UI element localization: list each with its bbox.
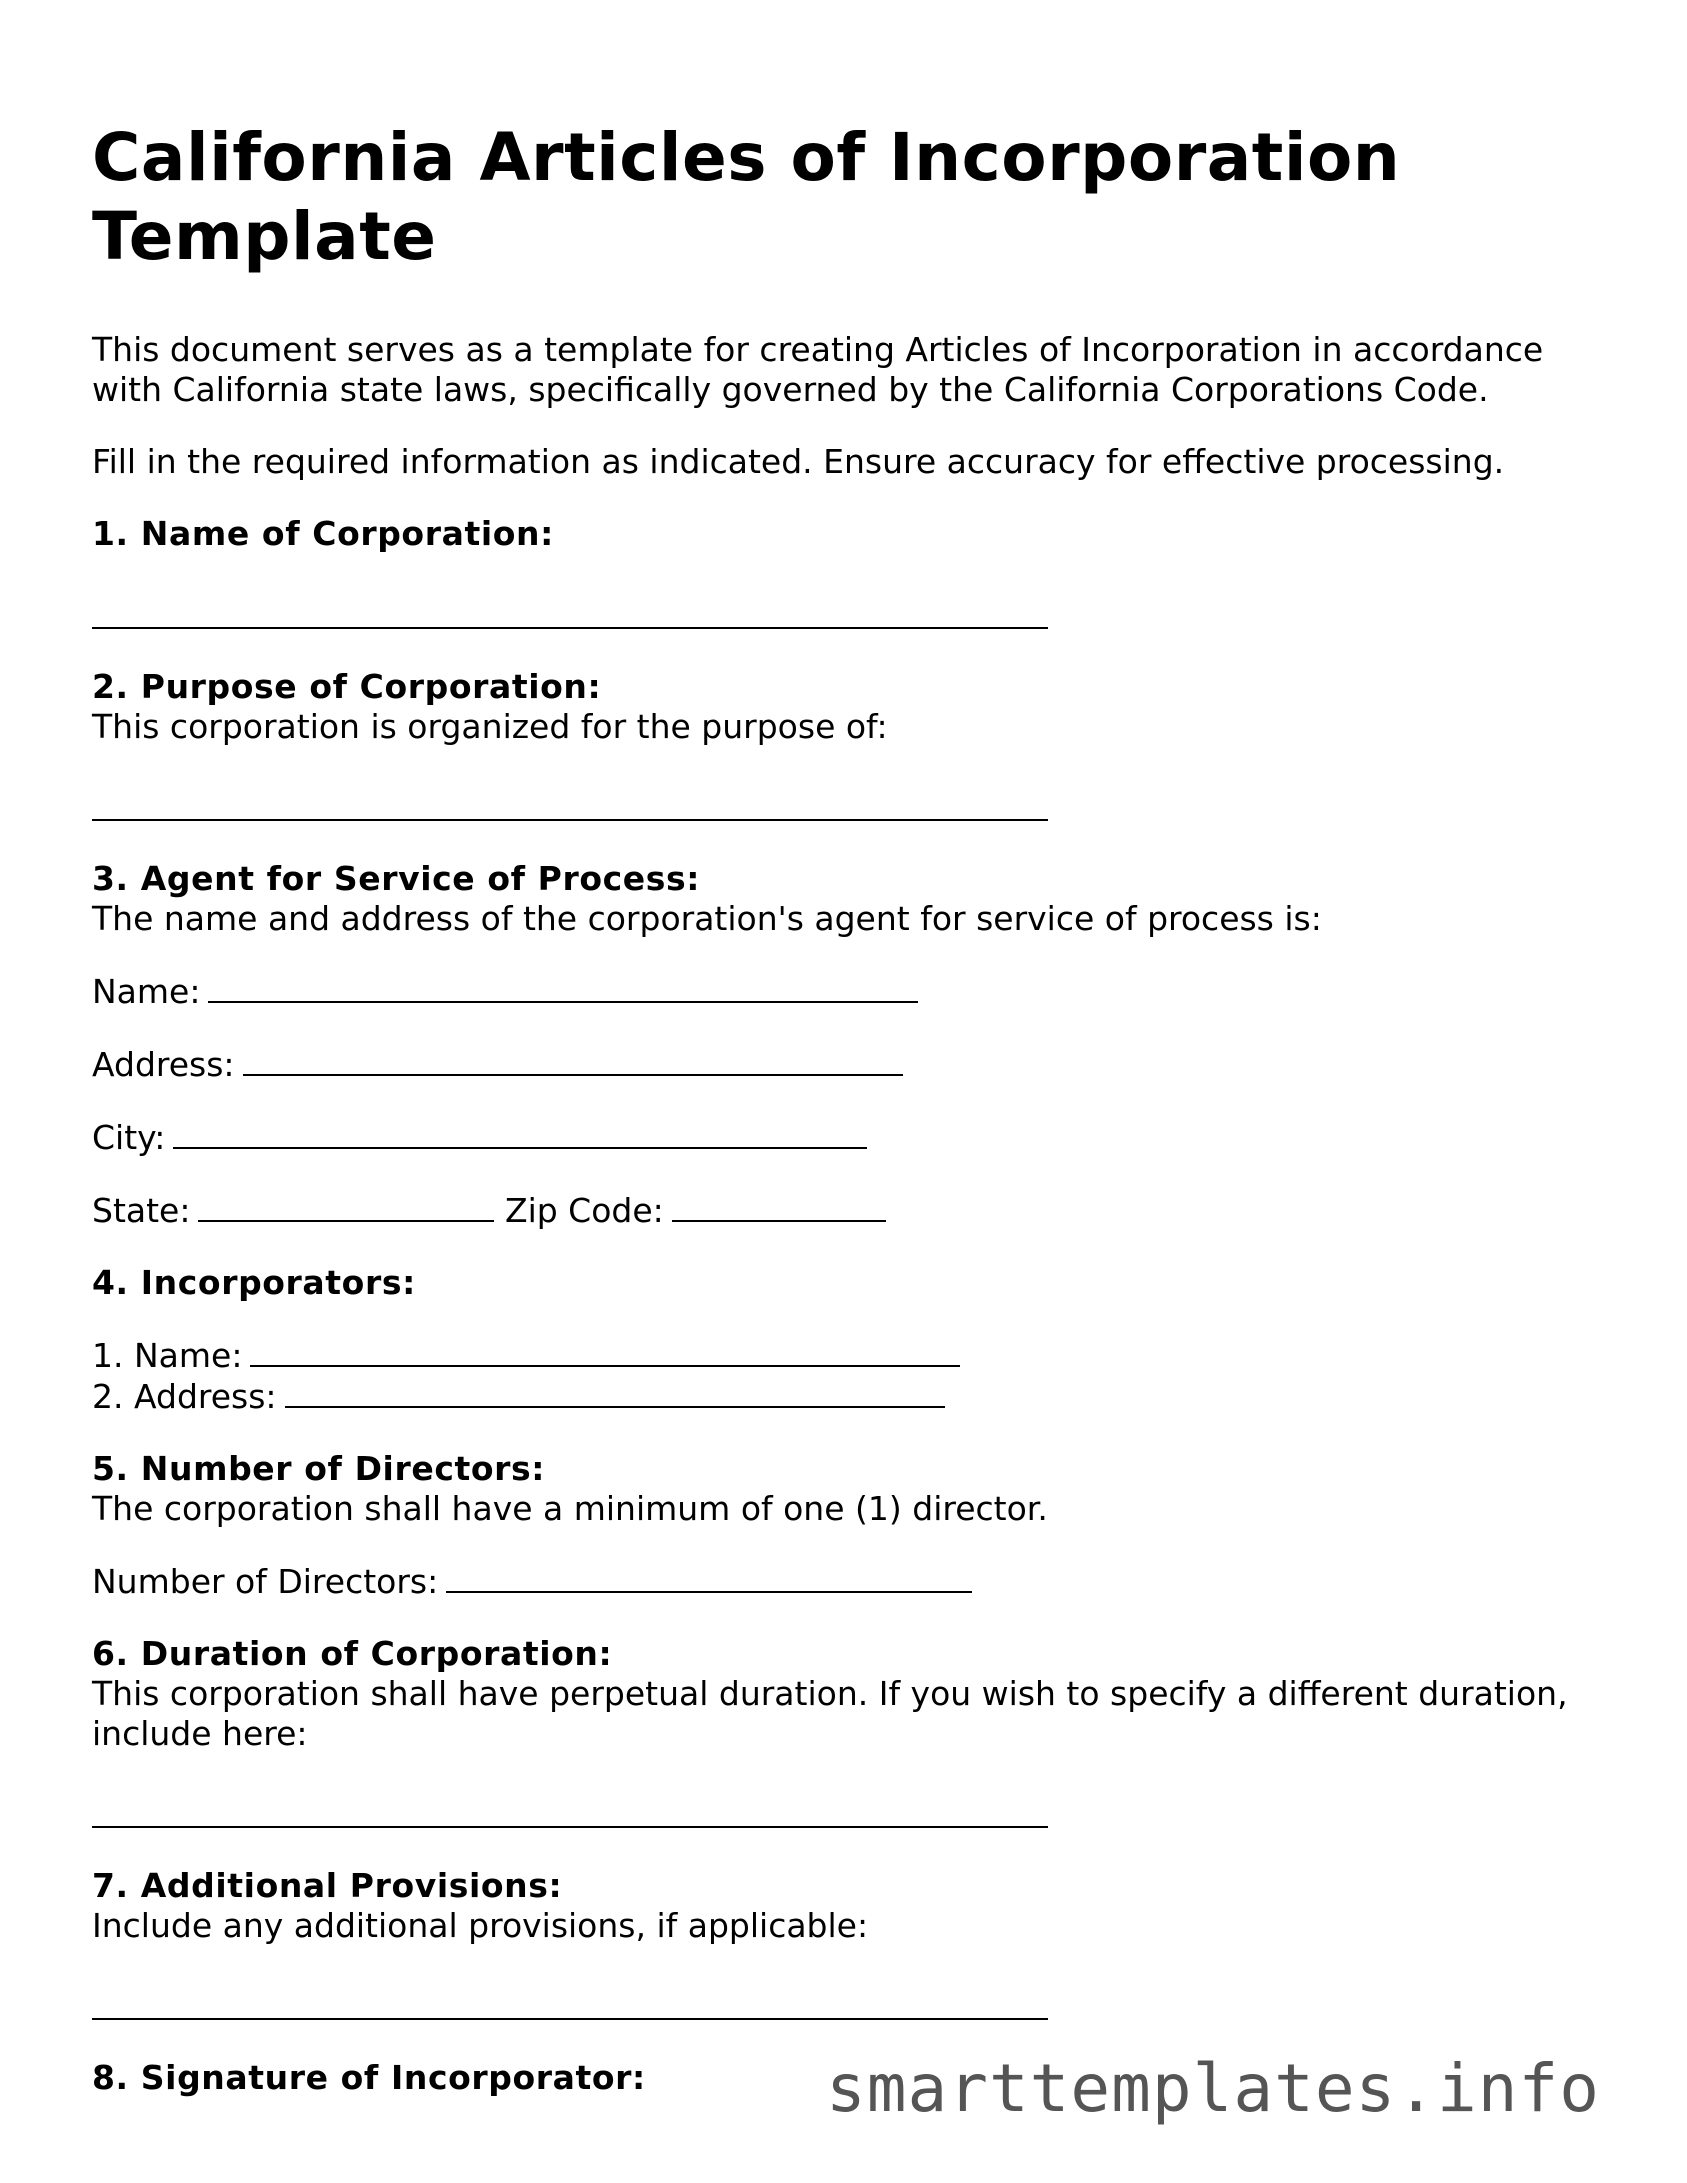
- section-name-of-corporation: [92, 514, 1592, 554]
- agent-name-label: Name:: [92, 972, 201, 1011]
- incorporators-list: [92, 1335, 1592, 1417]
- section-additional-provisions: [92, 1866, 1592, 1946]
- agent-address-row: [92, 1044, 1592, 1085]
- agent-city-field[interactable]: [173, 1117, 867, 1149]
- document-title: California Articles of Incorporation Template: [92, 119, 1401, 275]
- section-6-text: This corporation shall have perpetual duration. If you wish to specify a different duration, include here:: [92, 1674, 1568, 1753]
- section-3-title: 3. Agent for Service of Process:: [92, 859, 701, 898]
- section-7-text: Include any additional provisions, if applicable:: [92, 1906, 869, 1945]
- list-item: [134, 1376, 1592, 1417]
- incorporator-address-field[interactable]: [285, 1376, 945, 1408]
- section-3-text: The name and address of the corporation's agent for service of process is:: [92, 899, 1322, 938]
- section-agent: [92, 859, 1592, 939]
- section-purpose: [92, 667, 1592, 747]
- section-1-title: 1. Name of Corporation:: [92, 514, 554, 553]
- section-incorporators: [92, 1263, 1592, 1303]
- agent-name-field[interactable]: [208, 971, 918, 1003]
- section-7-title: 7. Additional Provisions:: [92, 1866, 563, 1905]
- document-page: [92, 118, 1592, 2098]
- agent-city-row: [92, 1117, 1592, 1158]
- section-duration: [92, 1634, 1592, 1754]
- directors-row: [92, 1561, 1592, 1602]
- agent-name-row: [92, 971, 1592, 1012]
- agent-state-field[interactable]: [198, 1190, 494, 1222]
- section-4-title: 4. Incorporators:: [92, 1263, 416, 1302]
- section-directors: [92, 1449, 1592, 1529]
- section-8-title: 8. Signature of Incorporator:: [92, 2058, 646, 2097]
- agent-state-label: State:: [92, 1191, 191, 1230]
- section-2-title: 2. Purpose of Corporation:: [92, 667, 602, 706]
- agent-city-label: City:: [92, 1118, 166, 1157]
- section-5-text: The corporation shall have a minimum of one (1) director.: [92, 1489, 1048, 1528]
- directors-count-field[interactable]: [446, 1561, 972, 1593]
- watermark: smarttemplates.info: [826, 2050, 1600, 2127]
- incorporator-name-label: Name:: [134, 1336, 243, 1375]
- agent-address-field[interactable]: [243, 1044, 903, 1076]
- section-6-title: 6. Duration of Corporation:: [92, 1634, 613, 1673]
- list-item: [134, 1335, 1592, 1376]
- agent-zip-label: Zip Code:: [504, 1191, 664, 1230]
- intro-paragraph: This document serves as a template for creating Articles of Incorporation in accordance with California state laws, specifically governed by the California Corporations Code.: [92, 330, 1544, 409]
- agent-zip-field[interactable]: [672, 1190, 886, 1222]
- section-2-text: This corporation is organized for the purpose of:: [92, 707, 888, 746]
- incorporator-name-field[interactable]: [250, 1335, 960, 1367]
- incorporator-address-label: Address:: [134, 1377, 277, 1416]
- instruction-paragraph: Fill in the required information as indicated. Ensure accuracy for effective processing.: [92, 442, 1505, 481]
- agent-address-label: Address:: [92, 1045, 235, 1084]
- agent-state-zip-row: [92, 1190, 1592, 1231]
- section-5-title: 5. Number of Directors:: [92, 1449, 546, 1488]
- directors-label: Number of Directors:: [92, 1562, 439, 1601]
